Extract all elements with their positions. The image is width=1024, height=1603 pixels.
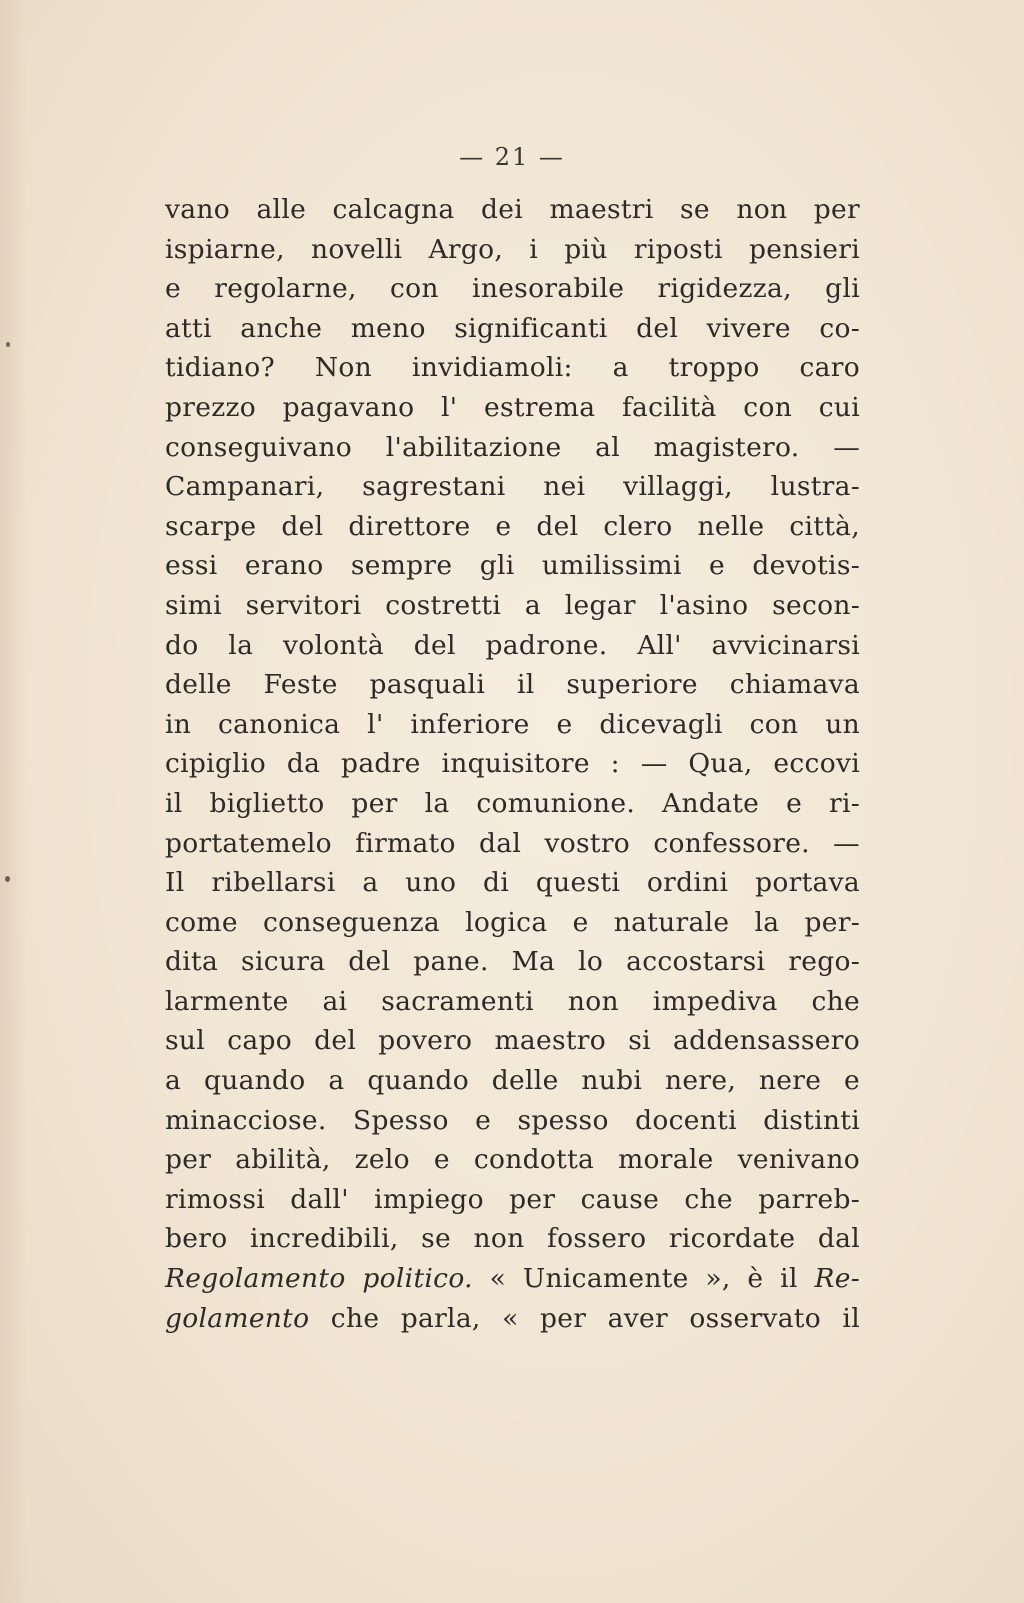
text-segment: atti anche meno significanti del vivere co- xyxy=(165,312,860,344)
text-line xyxy=(165,467,860,507)
text-line xyxy=(165,428,860,468)
text-line xyxy=(165,190,860,230)
text-line xyxy=(165,309,860,349)
text-segment: che parla, « per aver osservato il xyxy=(309,1302,860,1334)
text-line xyxy=(165,230,860,270)
text-segment: delle Feste pasquali il superiore chiamava xyxy=(165,669,860,701)
text-segment: come conseguenza logica e naturale la per- xyxy=(165,906,860,938)
text-line xyxy=(165,903,860,943)
text-line xyxy=(165,1180,860,1220)
text-line xyxy=(165,705,860,745)
text-segment: a quando a quando delle nubi nere, nere e xyxy=(165,1065,860,1097)
margin-speck xyxy=(5,876,10,882)
italic-text: Regolamento politico. xyxy=(165,1263,473,1295)
body-text xyxy=(165,190,860,1338)
text-segment: sul capo del povero maestro si addensassero xyxy=(165,1025,860,1057)
text-segment: cipiglio da padre inquisitore : — Qua, eccovi xyxy=(165,748,860,780)
text-line xyxy=(165,942,860,982)
text-line xyxy=(165,546,860,586)
text-line xyxy=(165,348,860,388)
italic-text: Re- xyxy=(814,1263,861,1295)
page-number: — 21 — xyxy=(459,143,565,171)
text-segment: « Unicamente », è il xyxy=(472,1263,815,1295)
text-segment: Il ribellarsi a uno di questi ordini portava xyxy=(165,867,860,899)
text-segment: vano alle calcagna dei maestri se non per xyxy=(165,194,860,225)
text-line xyxy=(165,388,860,428)
text-line xyxy=(165,1259,860,1299)
text-segment: minacciose. Spesso e spesso docenti distinti xyxy=(165,1104,860,1136)
text-segment: essi erano sempre gli umilissimi e devotis- xyxy=(165,550,860,582)
text-segment: ispiarne, novelli Argo, i più riposti pensieri xyxy=(165,233,860,265)
text-segment: il biglietto per la comunione. Andate e ri- xyxy=(165,787,860,819)
text-line xyxy=(165,863,860,903)
text-segment: Campanari, sagrestani nei villaggi, lustra- xyxy=(165,471,860,503)
text-segment: portatemelo firmato dal vostro confessore. — xyxy=(165,827,860,859)
text-segment: bero incredibili, se non fossero ricordate dal xyxy=(165,1223,860,1255)
text-segment: larmente ai sacramenti non impediva che xyxy=(165,985,860,1017)
text-line xyxy=(165,507,860,547)
text-line xyxy=(165,824,860,864)
text-segment: prezzo pagavano l' estrema facilità con cui xyxy=(165,391,860,423)
text-line xyxy=(165,784,860,824)
text-segment: scarpe del direttore e del clero nelle città, xyxy=(165,510,860,542)
text-segment: do la volontà del padrone. All' avvicinarsi xyxy=(165,629,860,661)
text-line xyxy=(165,1021,860,1061)
text-segment: per abilità, zelo e condotta morale venivano xyxy=(165,1144,860,1176)
text-line xyxy=(165,626,860,666)
text-line xyxy=(165,982,860,1022)
text-line xyxy=(165,1219,860,1259)
text-segment: in canonica l' inferiore e dicevagli con un xyxy=(165,708,860,740)
italic-text: golamento xyxy=(165,1302,310,1334)
text-line xyxy=(165,1140,860,1180)
text-line xyxy=(165,1061,860,1101)
text-line xyxy=(165,1101,860,1141)
text-segment: tidiano? Non invidiamoli: a troppo caro xyxy=(165,352,860,384)
text-line xyxy=(165,744,860,784)
text-line xyxy=(165,586,860,626)
text-segment: rimossi dall' impiego per cause che parreb- xyxy=(165,1183,860,1215)
margin-speck xyxy=(6,342,10,347)
text-segment: e regolarne, con inesorabile rigidezza, gli xyxy=(165,273,860,305)
text-line xyxy=(165,1299,860,1339)
text-segment: simi servitori costretti a legar l'asino secon- xyxy=(165,589,860,621)
text-line xyxy=(165,665,860,705)
text-line xyxy=(165,269,860,309)
text-segment: dita sicura del pane. Ma lo accostarsi rego- xyxy=(165,946,860,978)
page-edge-shadow xyxy=(0,0,28,1603)
text-segment: conseguivano l'abilitazione al magistero. — xyxy=(165,431,860,463)
